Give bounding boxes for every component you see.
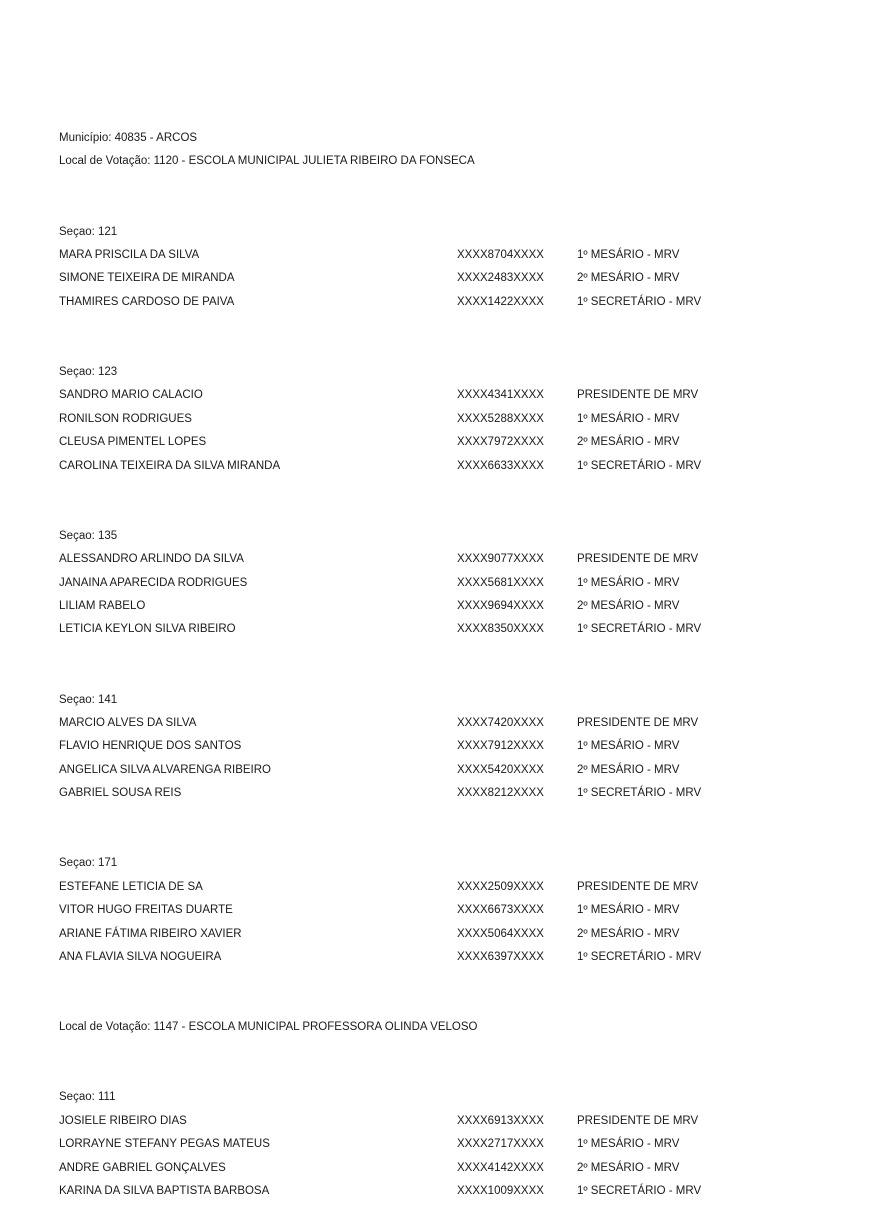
member-role: PRESIDENTE DE MRV [577, 880, 699, 893]
member-row [0, 1183, 870, 1199]
member-name: ESTEFANE LETICIA DE SA [59, 880, 203, 893]
member-role: 1º MESÁRIO - MRV [577, 249, 680, 261]
member-name: ANA FLAVIA SILVA NOGUEIRA [59, 951, 222, 963]
member-row [0, 575, 870, 591]
secao-label: Seçao: 171 [59, 857, 118, 870]
secao-label: Seçao: 111 [59, 1091, 116, 1104]
member-document: XXXX8704XXXX [457, 249, 544, 261]
member-name: VITOR HUGO FREITAS DUARTE [59, 904, 233, 917]
member-row [0, 621, 870, 637]
member-role: 2º MESÁRIO - MRV [577, 436, 680, 449]
member-name: MARCIO ALVES DA SILVA [59, 717, 197, 729]
member-document: XXXX2509XXXX [457, 880, 544, 893]
member-row [0, 762, 870, 778]
member-row [0, 1113, 870, 1129]
member-name: JOSIELE RIBEIRO DIAS [59, 1114, 187, 1127]
member-document: XXXX7420XXXX [457, 717, 544, 729]
member-document: XXXX8212XXXX [457, 787, 544, 800]
secao-label: Seçao: 123 [59, 366, 118, 378]
local-votacao-title: Local de Votação: 1147 - ESCOLA MUNICIPAL PROFESSORA OLINDA VELOSO [59, 1021, 478, 1034]
member-name: SIMONE TEIXEIRA DE MIRANDA [59, 272, 235, 285]
member-name: CLEUSA PIMENTEL LOPES [59, 436, 207, 449]
member-document: XXXX5064XXXX [457, 927, 544, 940]
member-row [0, 411, 870, 427]
municipio-title: Município: 40835 - ARCOS [59, 132, 198, 144]
member-name: GABRIEL SOUSA REIS [59, 787, 182, 800]
member-row [0, 247, 870, 263]
secao-label: Seçao: 135 [59, 529, 118, 542]
member-row [0, 1136, 870, 1152]
member-document: XXXX6913XXXX [457, 1114, 544, 1127]
member-role: 2º MESÁRIO - MRV [577, 272, 680, 285]
member-document: XXXX9694XXXX [457, 600, 544, 612]
member-document: XXXX6397XXXX [457, 951, 544, 963]
member-name: ARIANE FÁTIMA RIBEIRO XAVIER [59, 927, 242, 940]
member-document: XXXX6673XXXX [457, 904, 544, 917]
member-name: ANGELICA SILVA ALVARENGA RIBEIRO [59, 763, 271, 776]
member-row [0, 434, 870, 450]
member-row [0, 551, 870, 567]
member-row [0, 715, 870, 731]
member-role: 1º SECRETÁRIO - MRV [577, 295, 702, 308]
member-document: XXXX7972XXXX [457, 436, 544, 449]
member-document: XXXX2483XXXX [457, 272, 544, 285]
member-role: PRESIDENTE DE MRV [577, 717, 699, 729]
member-role: PRESIDENTE DE MRV [577, 553, 699, 566]
member-row [0, 902, 870, 918]
member-role: 1º SECRETÁRIO - MRV [577, 787, 702, 800]
member-role: 2º MESÁRIO - MRV [577, 1161, 680, 1174]
member-name: KARINA DA SILVA BAPTISTA BARBOSA [59, 1185, 270, 1197]
member-role: 1º MESÁRIO - MRV [577, 904, 680, 917]
member-role: 1º SECRETÁRIO - MRV [577, 623, 702, 636]
member-document: XXXX2717XXXX [457, 1138, 544, 1151]
member-role: 1º MESÁRIO - MRV [577, 576, 680, 589]
member-name: THAMIRES CARDOSO DE PAIVA [59, 295, 235, 308]
member-row [0, 949, 870, 965]
member-document: XXXX1422XXXX [457, 295, 544, 308]
member-document: XXXX6633XXXX [457, 459, 544, 472]
member-role: 2º MESÁRIO - MRV [577, 927, 680, 940]
member-name: LETICIA KEYLON SILVA RIBEIRO [59, 623, 236, 636]
member-document: XXXX4341XXXX [457, 389, 544, 402]
member-row [0, 387, 870, 403]
member-name: CAROLINA TEIXEIRA DA SILVA MIRANDA [59, 459, 281, 472]
member-document: XXXX5681XXXX [457, 576, 544, 589]
member-name: LORRAYNE STEFANY PEGAS MATEUS [59, 1138, 270, 1151]
member-row [0, 926, 870, 942]
member-row [0, 785, 870, 801]
member-name: FLAVIO HENRIQUE DOS SANTOS [59, 740, 242, 753]
member-role: PRESIDENTE DE MRV [577, 1114, 699, 1127]
member-name: SANDRO MARIO CALACIO [59, 389, 203, 402]
member-role: 1º SECRETÁRIO - MRV [577, 1185, 702, 1197]
member-role: 1º MESÁRIO - MRV [577, 412, 680, 425]
member-role: 1º SECRETÁRIO - MRV [577, 459, 702, 472]
member-role: 2º MESÁRIO - MRV [577, 600, 680, 612]
member-row [0, 598, 870, 614]
member-role: 1º SECRETÁRIO - MRV [577, 951, 702, 963]
member-document: XXXX9077XXXX [457, 553, 544, 566]
member-row [0, 738, 870, 754]
member-name: LILIAM RABELO [59, 600, 146, 612]
member-name: MARA PRISCILA DA SILVA [59, 249, 200, 261]
member-role: PRESIDENTE DE MRV [577, 389, 699, 402]
secao-label: Seçao: 121 [59, 225, 118, 238]
secao-label: Seçao: 141 [59, 693, 118, 706]
member-name: ALESSANDRO ARLINDO DA SILVA [59, 553, 244, 566]
member-name: JANAINA APARECIDA RODRIGUES [59, 576, 248, 589]
member-role: 2º MESÁRIO - MRV [577, 763, 680, 776]
member-name: ANDRE GABRIEL GONÇALVES [59, 1161, 226, 1174]
member-row [0, 458, 870, 474]
member-document: XXXX1009XXXX [457, 1185, 544, 1197]
member-document: XXXX8350XXXX [457, 623, 544, 636]
member-role: 1º MESÁRIO - MRV [577, 1138, 680, 1151]
member-name: RONILSON RODRIGUES [59, 412, 192, 425]
member-document: XXXX4142XXXX [457, 1161, 544, 1174]
member-row [0, 270, 870, 286]
member-row [0, 879, 870, 895]
member-row [0, 294, 870, 310]
member-document: XXXX5288XXXX [457, 412, 544, 425]
member-role: 1º MESÁRIO - MRV [577, 740, 680, 753]
member-document: XXXX7912XXXX [457, 740, 544, 753]
member-document: XXXX5420XXXX [457, 763, 544, 776]
member-row [0, 1160, 870, 1176]
local-votacao-title: Local de Votação: 1120 - ESCOLA MUNICIPAL JULIETA RIBEIRO DA FONSECA [59, 155, 475, 168]
